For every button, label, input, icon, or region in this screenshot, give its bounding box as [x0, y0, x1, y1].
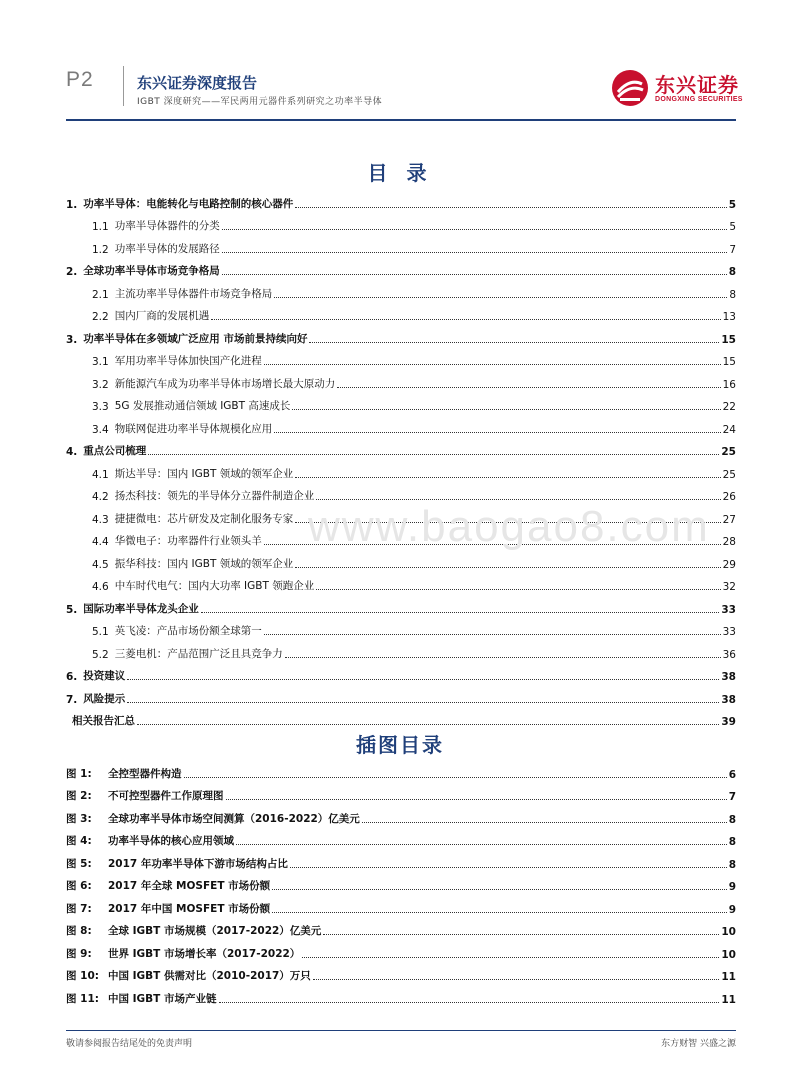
- leader-dots: [323, 933, 719, 935]
- footer-rule: [66, 1030, 736, 1031]
- leader-dots: [272, 888, 727, 890]
- figure-entry[interactable]: [66, 871, 736, 894]
- entry-number: 4.: [66, 446, 78, 458]
- entry-page: 13: [722, 311, 736, 323]
- toc-entry[interactable]: [66, 593, 736, 616]
- toc-entry[interactable]: [66, 256, 736, 279]
- entry-number: 2.: [66, 266, 78, 278]
- toc-entry[interactable]: [66, 638, 736, 661]
- entry-title: 5G 发展推动通信领域 IGBT 高速成长: [114, 400, 291, 412]
- entry-title: 2017 年全球 MOSFET 市场份额: [108, 880, 271, 892]
- watermark: www.baogao8.com: [308, 502, 710, 551]
- leader-dots: [295, 521, 720, 523]
- entry-number: 4.5: [92, 558, 109, 571]
- entry-page: 7: [728, 791, 736, 803]
- toc-title: 目 录: [367, 161, 433, 185]
- leader-dots: [211, 318, 720, 320]
- entry-title: 中车时代电气：国内大功率 IGBT 领跑企业: [114, 580, 315, 592]
- entry-page: 25: [722, 468, 736, 481]
- leader-dots: [264, 363, 721, 365]
- logo-text-en: DONGXING SECURITIES: [655, 96, 743, 103]
- leader-dots: [316, 588, 720, 590]
- leader-dots: [295, 476, 720, 478]
- entry-title: 新能源汽车成为功率半导体市场增长最大原动力: [114, 377, 336, 390]
- entry-title: 振华科技：国内 IGBT 领域的领军企业: [114, 557, 294, 570]
- entry-title: 英飞凌：产品市场份额全球第一: [114, 625, 262, 637]
- entry-title: 重点公司梳理: [83, 445, 147, 457]
- figure-entry[interactable]: [66, 893, 736, 916]
- leader-dots: [222, 228, 728, 230]
- entry-title: 2017 年功率半导体下游市场结构占比: [108, 857, 288, 870]
- entry-page: 7: [729, 243, 736, 256]
- entry-title: 军用功率半导体加快国产化进程: [114, 355, 262, 367]
- entry-page: 8: [729, 288, 736, 301]
- footer-disclaimer: 敬请参阅报告结尾处的免责声明: [66, 1039, 193, 1049]
- leader-dots: [362, 821, 727, 823]
- entry-title: 华微电子：功率器件行业领头羊: [114, 535, 262, 547]
- entry-number: 2.1: [92, 288, 109, 301]
- entry-title: 世界 IGBT 市场增长率（2017-2022）: [108, 947, 301, 960]
- leader-dots: [295, 566, 720, 568]
- report-subtitle: IGBT 深度研究——军民两用元器件系列研究之功率半导体: [137, 97, 383, 107]
- leader-dots: [290, 866, 727, 868]
- leader-dots: [274, 296, 727, 298]
- entry-title: 扬杰科技：领先的半导体分立器件制造企业: [114, 490, 315, 502]
- entry-number: 4.2: [92, 491, 109, 503]
- report-title: 东兴证券深度报告: [137, 74, 258, 92]
- figures-title: 插图目录: [356, 733, 444, 757]
- toc-entry[interactable]: [66, 391, 736, 414]
- entry-title: 风险提示: [83, 692, 126, 705]
- leader-dots: [337, 386, 720, 388]
- entry-page: 38: [721, 693, 736, 706]
- entry-number: 2.2: [92, 311, 109, 323]
- figure-entry[interactable]: [66, 983, 736, 1006]
- entry-title: 国内厂商的发展机遇: [114, 310, 210, 322]
- entry-title: 物联网促进功率半导体规模化应用: [114, 422, 273, 435]
- entry-page: 15: [721, 333, 736, 346]
- entry-number: 5.2: [92, 648, 109, 661]
- entry-number: 5.1: [92, 626, 109, 638]
- entry-number: 图 9:: [66, 947, 92, 960]
- entry-number: 3.4: [92, 423, 109, 436]
- leader-dots: [264, 543, 721, 545]
- entry-number: 图 5:: [66, 857, 92, 870]
- figure-entry[interactable]: [66, 938, 736, 961]
- header-divider: [123, 66, 124, 106]
- entry-title: 投资建议: [83, 670, 126, 682]
- toc-entry[interactable]: [66, 188, 736, 211]
- leader-dots: [222, 251, 728, 253]
- entry-title: 功率半导体的核心应用领域: [108, 835, 234, 847]
- entry-title: 斯达半导：国内 IGBT 领域的领军企业: [114, 467, 294, 480]
- figure-entry[interactable]: [66, 961, 736, 984]
- entry-page: 8: [728, 813, 736, 826]
- entry-page: 15: [722, 356, 736, 368]
- entry-title: 不可控型器件工作原理图: [108, 790, 224, 802]
- entry-page: 11: [721, 993, 736, 1006]
- entry-title: 全球 IGBT 市场规模（2017-2022）亿美元: [108, 925, 322, 937]
- entry-number: 3.2: [92, 378, 109, 391]
- figure-entry[interactable]: [66, 781, 736, 804]
- toc-entry[interactable]: [66, 278, 736, 301]
- entry-page: 29: [722, 558, 736, 571]
- entry-page: 8: [728, 266, 736, 278]
- entry-title: 主流功率半导体器件市场竞争格局: [114, 287, 273, 300]
- toc-entry[interactable]: [66, 301, 736, 324]
- entry-title: 全球功率半导体市场空间测算（2016-2022）亿美元: [108, 812, 360, 825]
- entry-title: 捷捷微电：芯片研发及定制化服务专家: [114, 512, 294, 525]
- entry-page: 6: [728, 768, 736, 781]
- entry-page: 27: [722, 513, 736, 526]
- toc-entry[interactable]: [66, 211, 736, 234]
- toc-entry[interactable]: [66, 526, 736, 549]
- entry-page: 9: [728, 881, 736, 893]
- toc-entry[interactable]: [66, 661, 736, 684]
- leader-dots: [219, 1001, 720, 1003]
- leader-dots: [292, 408, 720, 410]
- leader-dots: [316, 498, 720, 500]
- page-header: [0, 0, 800, 125]
- leader-dots: [127, 701, 719, 703]
- toc-entry[interactable]: [66, 368, 736, 391]
- leader-dots: [285, 656, 721, 658]
- entry-number: 4.6: [92, 581, 109, 593]
- leader-dots: [264, 633, 721, 635]
- entry-number: 图 8:: [66, 925, 92, 937]
- toc-entry[interactable]: [66, 548, 736, 571]
- toc-entry[interactable]: [66, 346, 736, 369]
- entry-page: 5: [728, 198, 736, 211]
- entry-page: 8: [728, 858, 736, 871]
- logo-mark-icon: [610, 68, 650, 108]
- company-logo: [610, 65, 770, 115]
- entry-title: 相关报告汇总: [72, 715, 135, 727]
- entry-number: 图 2:: [66, 790, 92, 802]
- entry-title: 功率半导体在多领域广泛应用 市场前景持续向好: [83, 332, 308, 345]
- entry-number: 4.4: [92, 536, 109, 548]
- figure-entry[interactable]: [66, 848, 736, 871]
- entry-page: 22: [722, 401, 736, 413]
- entry-number: 图 7:: [66, 902, 92, 915]
- entry-number: 4.3: [92, 513, 109, 526]
- entry-number: 1.: [66, 198, 78, 211]
- entry-page: 10: [721, 948, 736, 961]
- figure-entry[interactable]: [66, 758, 736, 781]
- entry-title: 功率半导体：电能转化与电路控制的核心器件: [83, 197, 294, 210]
- header-rule: [66, 119, 736, 121]
- toc-entry[interactable]: [66, 571, 736, 594]
- figure-entry[interactable]: [66, 916, 736, 939]
- toc-entry[interactable]: [66, 481, 736, 504]
- toc-entry[interactable]: [66, 706, 736, 729]
- entry-number: 3.: [66, 333, 78, 346]
- toc-list: [66, 188, 736, 728]
- entry-number: 1.2: [92, 243, 109, 256]
- entry-title: 中国 IGBT 市场产业链: [108, 992, 217, 1005]
- entry-page: 5: [729, 221, 736, 233]
- leader-dots: [184, 776, 727, 778]
- entry-title: 2017 年中国 MOSFET 市场份额: [108, 902, 271, 915]
- entry-page: 25: [721, 446, 736, 458]
- entry-page: 16: [722, 378, 736, 391]
- entry-number: 3.3: [92, 401, 109, 413]
- entry-page: 32: [722, 581, 736, 593]
- entry-page: 11: [721, 971, 736, 983]
- leader-dots: [148, 453, 719, 455]
- entry-title: 功率半导体的发展路径: [114, 242, 220, 255]
- leader-dots: [302, 956, 719, 958]
- leader-dots: [295, 206, 726, 208]
- entry-number: 图 11:: [66, 992, 99, 1005]
- entry-page: 24: [722, 423, 736, 436]
- figures-list: [66, 758, 736, 1006]
- leader-dots: [274, 431, 720, 433]
- figure-entry[interactable]: [66, 803, 736, 826]
- entry-page: 39: [721, 716, 736, 728]
- entry-title: 国际功率半导体龙头企业: [83, 602, 199, 615]
- toc-entry[interactable]: [66, 683, 736, 706]
- entry-page: 36: [722, 648, 736, 661]
- entry-title: 功率半导体器件的分类: [114, 220, 220, 232]
- entry-title: 中国 IGBT 供需对比（2010-2017）万只: [108, 970, 311, 982]
- leader-dots: [201, 611, 720, 613]
- leader-dots: [236, 843, 727, 845]
- entry-number: 图 1:: [66, 767, 92, 780]
- entry-page: 33: [721, 603, 736, 616]
- page-number: P2: [66, 68, 94, 91]
- entry-page: 28: [722, 536, 736, 548]
- entry-page: 10: [721, 926, 736, 938]
- entry-page: 8: [728, 836, 736, 848]
- leader-dots: [127, 678, 719, 680]
- entry-number: 6.: [66, 671, 78, 683]
- entry-number: 图 4:: [66, 835, 92, 847]
- entry-number: 图 10:: [66, 970, 99, 982]
- figure-entry[interactable]: [66, 826, 736, 849]
- entry-page: 9: [728, 903, 736, 916]
- entry-number: 3.1: [92, 356, 109, 368]
- entry-page: 26: [722, 491, 736, 503]
- entry-number: 7.: [66, 693, 78, 706]
- entry-number: 图 6:: [66, 880, 92, 892]
- leader-dots: [222, 273, 727, 275]
- footer-slogan: 东方财智 兴盛之源: [661, 1039, 736, 1049]
- leader-dots: [137, 723, 719, 725]
- entry-page: 38: [721, 671, 736, 683]
- logo-text-cn: 东兴证券: [655, 73, 739, 97]
- toc-entry[interactable]: [66, 413, 736, 436]
- entry-number: 1.1: [92, 221, 109, 233]
- leader-dots: [309, 341, 719, 343]
- toc-entry[interactable]: [66, 233, 736, 256]
- entry-page: 33: [722, 626, 736, 638]
- toc-entry[interactable]: [66, 616, 736, 639]
- entry-title: 全球功率半导体市场竞争格局: [83, 265, 220, 277]
- toc-entry[interactable]: [66, 323, 736, 346]
- toc-entry[interactable]: [66, 436, 736, 459]
- leader-dots: [226, 798, 727, 800]
- toc-entry[interactable]: [66, 458, 736, 481]
- entry-title: 三菱电机：产品范围广泛且具竞争力: [114, 647, 283, 660]
- leader-dots: [272, 911, 727, 913]
- leader-dots: [313, 978, 720, 980]
- entry-number: 5.: [66, 603, 78, 616]
- toc-entry[interactable]: [66, 503, 736, 526]
- entry-title: 全控型器件构造: [108, 767, 182, 780]
- entry-number: 4.1: [92, 468, 109, 481]
- entry-number: 图 3:: [66, 812, 92, 825]
